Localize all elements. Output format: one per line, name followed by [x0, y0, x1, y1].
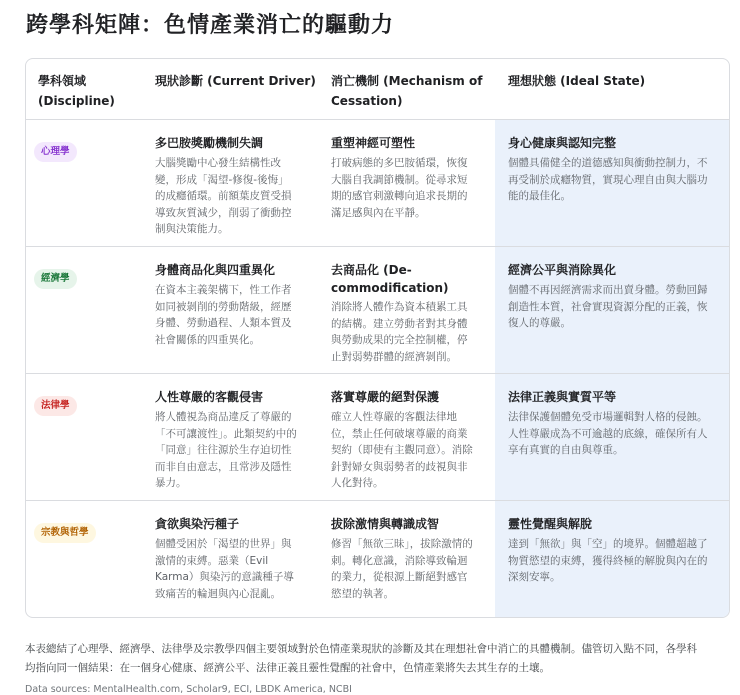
- page-title: 跨學科矩陣：色情產業消亡的驅動力: [26, 13, 395, 38]
- driver-text: 個體受困於「渴望的世界」與 激情的束縛。惡業（Evil Karma）與染污的意識種子導 致痛苦的輪迴與內心混亂。: [155, 538, 294, 600]
- header-ideal-state: 理想狀態 (Ideal State): [508, 74, 646, 88]
- table-row: [26, 374, 729, 500]
- ideal-title: 靈性覺醒與解脫: [508, 517, 593, 531]
- mechanism-title: 拔除激情與轉識成智: [331, 517, 440, 531]
- driver-text: 在資本主義架構下，性工作者 如同被剝削的勞動階級，經歷 身體、勞動過程、人類本質及 社會關係的四重異化。: [155, 284, 292, 346]
- discipline-badge: 宗教與哲學: [34, 523, 96, 543]
- mechanism-title: 重塑神經可塑性: [331, 136, 416, 150]
- ideal-text: 個體不再因經濟需求而出賣身體。勞動回歸 創造性本質，社會實現資源分配的正義，恢 復人的尊嚴。: [508, 284, 708, 329]
- discipline-badge: 心理學: [34, 142, 77, 162]
- ideal-text: 法律保護個體免受市場邏輯對人格的侵蝕。 人性尊嚴成為不可逾越的底線，確保所有人 享有真實的自由與尊重。: [508, 411, 708, 456]
- driver-title: 貪欲與染污種子: [155, 517, 240, 531]
- ideal-title: 法律正義與實質平等: [508, 390, 617, 404]
- ideal-text: 達到「無欲」與「空」的境界。個體超越了 物質慾望的束縛，獲得終極的解脫與內在的 深刻安寧。: [508, 538, 708, 583]
- mechanism-title: 落實尊嚴的絕對保護: [331, 390, 440, 404]
- mechanism-text: 確立人性尊嚴的客觀法律地 位，禁止任何破壞尊嚴的商業 契約（即使有主觀同意）。消除 針對婦女與弱勢者的歧視與非 人化對待。: [331, 411, 473, 489]
- mechanism-title: 去商品化 (De- commodification): [331, 263, 449, 295]
- summary-footnote: 本表總結了心理學、經濟學、法律學及宗教學四個主要領域對於色情產業現狀的診斷及其在理想社會中消亡的具體機制。儘管切入點不同，各學科 均指向同一個結果：在一個身心健康、經濟公平、法律正義且靈性覺醒的社會中，色情產業將失去其生存的土壤。: [25, 643, 697, 674]
- table-row: [26, 120, 729, 246]
- table-row: [26, 501, 729, 618]
- discipline-badge: 法律學: [34, 396, 77, 416]
- driver-text: 大腦獎勵中心發生結構性改 變，形成「渴望-修復-後悔」 的成癮循環。前額葉皮質受損 導致灰質減少，削弱了衝動控 制與決策能力。: [155, 157, 292, 235]
- table-row: [26, 247, 729, 373]
- driver-title: 多巴胺獎勵機制失調: [155, 136, 264, 150]
- data-sources: Data sources: MentalHealth.com, Scholar9, ECI, LBDK America, NCBI: [25, 684, 352, 695]
- mechanism-text: 修習「無欲三昧」，拔除激情的 刺。轉化意識，消除導致輪迴 的業力，從根源上斷絕對感官 慾望的執著。: [331, 538, 473, 600]
- header-current-driver: 現狀診斷 (Current Driver): [155, 74, 316, 88]
- driver-title: 身體商品化與四重異化: [155, 263, 276, 277]
- ideal-title: 經濟公平與消除異化: [508, 263, 617, 277]
- header-mechanism: 消亡機制 (Mechanism of Cessation): [331, 74, 483, 108]
- ideal-text: 個體具備健全的道德感知與衝動控制力，不 再受制於成癮物質，實現心理自由與大腦功 能的最佳化。: [508, 157, 708, 202]
- driver-text: 將人體視為商品違反了尊嚴的 「不可讓渡性」。此類契約中的 「同意」往往源於生存迫切性 而非自由意志，且常涉及隱性 暴力。: [155, 411, 297, 489]
- discipline-matrix-table: [25, 58, 730, 618]
- discipline-badge: 經濟學: [34, 269, 77, 289]
- mechanism-text: 消除將人體作為資本積累工具 的結構。建立勞動者對其身體 與勞動成果的完全控制權，停 止對弱勢群體的經濟剝削。: [331, 301, 468, 363]
- ideal-title: 身心健康與認知完整: [508, 136, 617, 150]
- driver-title: 人性尊嚴的客觀侵害: [155, 390, 264, 404]
- header-discipline: 學科領域 (Discipline): [38, 74, 115, 108]
- mechanism-text: 打破病態的多巴胺循環，恢復 大腦自我調節機制。從尋求短 期的感官刺激轉向追求長期的 滿足感與內在平靜。: [331, 157, 468, 219]
